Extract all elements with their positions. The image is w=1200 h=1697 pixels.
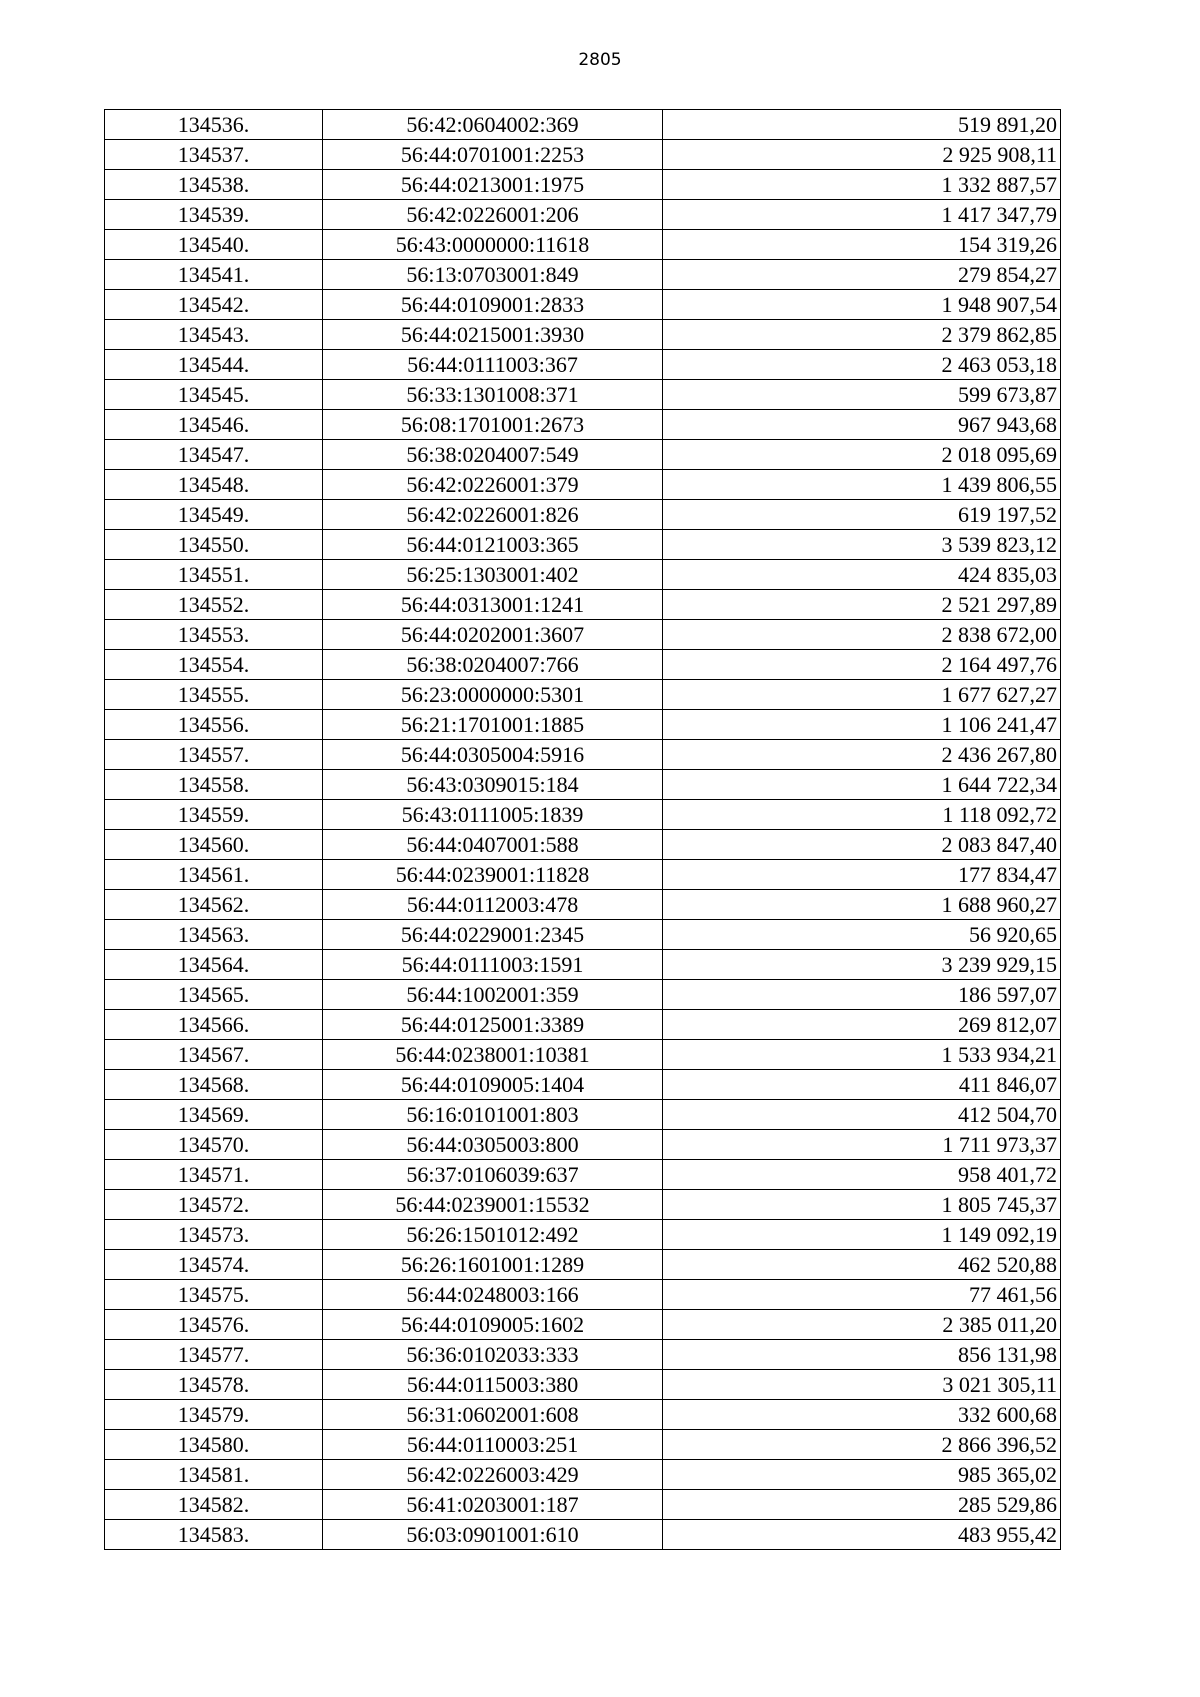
table-row	[105, 1130, 1061, 1160]
row-number-cell: 134570.	[105, 1130, 323, 1160]
cadastral-value-cell: 2 838 672,00	[663, 620, 1061, 650]
cadastral-number-cell: 56:42:0226001:826	[323, 500, 663, 530]
cadastral-number-cell: 56:25:1303001:402	[323, 560, 663, 590]
row-number-cell: 134542.	[105, 290, 323, 320]
table-row	[105, 1190, 1061, 1220]
cadastral-number-cell: 56:36:0102033:333	[323, 1340, 663, 1370]
table-row	[105, 620, 1061, 650]
table-row	[105, 320, 1061, 350]
table-row	[105, 1520, 1061, 1550]
table-row	[105, 530, 1061, 560]
row-number-cell: 134536.	[105, 110, 323, 140]
cadastral-number-cell: 56:21:1701001:1885	[323, 710, 663, 740]
cadastral-number-cell: 56:44:0239001:15532	[323, 1190, 663, 1220]
table-row	[105, 1340, 1061, 1370]
cadastral-value-cell: 1 644 722,34	[663, 770, 1061, 800]
cadastral-value-cell: 619 197,52	[663, 500, 1061, 530]
table-row	[105, 770, 1061, 800]
cadastral-number-cell: 56:26:1601001:1289	[323, 1250, 663, 1280]
table-row	[105, 590, 1061, 620]
table-row	[105, 1310, 1061, 1340]
cadastral-value-cell: 2 463 053,18	[663, 350, 1061, 380]
table-row	[105, 950, 1061, 980]
cadastral-value-cell: 3 539 823,12	[663, 530, 1061, 560]
cadastral-value-cell: 56 920,65	[663, 920, 1061, 950]
cadastral-value-cell: 1 711 973,37	[663, 1130, 1061, 1160]
cadastral-value-cell: 599 673,87	[663, 380, 1061, 410]
cadastral-value-cell: 77 461,56	[663, 1280, 1061, 1310]
row-number-cell: 134571.	[105, 1160, 323, 1190]
row-number-cell: 134577.	[105, 1340, 323, 1370]
row-number-cell: 134538.	[105, 170, 323, 200]
row-number-cell: 134580.	[105, 1430, 323, 1460]
cadastral-number-cell: 56:44:0248003:166	[323, 1280, 663, 1310]
cadastral-number-cell: 56:43:0000000:11618	[323, 230, 663, 260]
row-number-cell: 134582.	[105, 1490, 323, 1520]
row-number-cell: 134576.	[105, 1310, 323, 1340]
row-number-cell: 134553.	[105, 620, 323, 650]
table-row	[105, 290, 1061, 320]
table-row	[105, 110, 1061, 140]
cadastral-number-cell: 56:44:0110003:251	[323, 1430, 663, 1460]
cadastral-value-table	[104, 109, 1061, 1550]
table-row	[105, 890, 1061, 920]
cadastral-value-cell: 1 106 241,47	[663, 710, 1061, 740]
row-number-cell: 134569.	[105, 1100, 323, 1130]
cadastral-number-cell: 56:42:0226001:206	[323, 200, 663, 230]
row-number-cell: 134573.	[105, 1220, 323, 1250]
row-number-cell: 134566.	[105, 1010, 323, 1040]
row-number-cell: 134551.	[105, 560, 323, 590]
cadastral-number-cell: 56:08:1701001:2673	[323, 410, 663, 440]
cadastral-number-cell: 56:44:0407001:588	[323, 830, 663, 860]
cadastral-value-cell: 412 504,70	[663, 1100, 1061, 1130]
cadastral-number-cell: 56:33:1301008:371	[323, 380, 663, 410]
row-number-cell: 134546.	[105, 410, 323, 440]
cadastral-number-cell: 56:44:0109005:1404	[323, 1070, 663, 1100]
table-row	[105, 1370, 1061, 1400]
table-row	[105, 1250, 1061, 1280]
cadastral-value-cell: 2 521 297,89	[663, 590, 1061, 620]
cadastral-value-cell: 1 533 934,21	[663, 1040, 1061, 1070]
row-number-cell: 134557.	[105, 740, 323, 770]
row-number-cell: 134581.	[105, 1460, 323, 1490]
table-row	[105, 650, 1061, 680]
table-row	[105, 860, 1061, 890]
table-row	[105, 800, 1061, 830]
cadastral-value-cell: 279 854,27	[663, 260, 1061, 290]
cadastral-number-cell: 56:44:0229001:2345	[323, 920, 663, 950]
cadastral-value-cell: 967 943,68	[663, 410, 1061, 440]
cadastral-value-cell: 519 891,20	[663, 110, 1061, 140]
cadastral-value-cell: 2 018 095,69	[663, 440, 1061, 470]
row-number-cell: 134583.	[105, 1520, 323, 1550]
cadastral-number-cell: 56:41:0203001:187	[323, 1490, 663, 1520]
table-row	[105, 1100, 1061, 1130]
cadastral-number-cell: 56:44:0305004:5916	[323, 740, 663, 770]
table-row	[105, 980, 1061, 1010]
table-row	[105, 680, 1061, 710]
cadastral-value-cell: 1 948 907,54	[663, 290, 1061, 320]
cadastral-value-cell: 2 083 847,40	[663, 830, 1061, 860]
cadastral-value-cell: 1 332 887,57	[663, 170, 1061, 200]
cadastral-value-cell: 462 520,88	[663, 1250, 1061, 1280]
cadastral-number-cell: 56:42:0226001:379	[323, 470, 663, 500]
table-row	[105, 1280, 1061, 1310]
cadastral-number-cell: 56:13:0703001:849	[323, 260, 663, 290]
row-number-cell: 134562.	[105, 890, 323, 920]
cadastral-number-cell: 56:44:0115003:380	[323, 1370, 663, 1400]
table-row	[105, 920, 1061, 950]
cadastral-value-cell: 154 319,26	[663, 230, 1061, 260]
cadastral-number-cell: 56:42:0226003:429	[323, 1460, 663, 1490]
row-number-cell: 134567.	[105, 1040, 323, 1070]
row-number-cell: 134558.	[105, 770, 323, 800]
row-number-cell: 134574.	[105, 1250, 323, 1280]
table-row	[105, 1160, 1061, 1190]
row-number-cell: 134559.	[105, 800, 323, 830]
cadastral-value-cell: 2 866 396,52	[663, 1430, 1061, 1460]
row-number-cell: 134539.	[105, 200, 323, 230]
cadastral-number-cell: 56:31:0602001:608	[323, 1400, 663, 1430]
cadastral-value-cell: 332 600,68	[663, 1400, 1061, 1430]
table-row	[105, 500, 1061, 530]
cadastral-value-cell: 1 677 627,27	[663, 680, 1061, 710]
row-number-cell: 134575.	[105, 1280, 323, 1310]
cadastral-number-cell: 56:44:0238001:10381	[323, 1040, 663, 1070]
table-row	[105, 140, 1061, 170]
table-row	[105, 380, 1061, 410]
table-row	[105, 230, 1061, 260]
table-row	[105, 260, 1061, 290]
cadastral-number-cell: 56:44:0111003:1591	[323, 950, 663, 980]
row-number-cell: 134545.	[105, 380, 323, 410]
row-number-cell: 134563.	[105, 920, 323, 950]
row-number-cell: 134560.	[105, 830, 323, 860]
cadastral-number-cell: 56:38:0204007:549	[323, 440, 663, 470]
row-number-cell: 134543.	[105, 320, 323, 350]
cadastral-value-cell: 424 835,03	[663, 560, 1061, 590]
row-number-cell: 134547.	[105, 440, 323, 470]
cadastral-number-cell: 56:23:0000000:5301	[323, 680, 663, 710]
cadastral-value-cell: 177 834,47	[663, 860, 1061, 890]
table-row	[105, 1460, 1061, 1490]
row-number-cell: 134537.	[105, 140, 323, 170]
cadastral-number-cell: 56:03:0901001:610	[323, 1520, 663, 1550]
cadastral-number-cell: 56:44:0213001:1975	[323, 170, 663, 200]
cadastral-value-cell: 3 021 305,11	[663, 1370, 1061, 1400]
table-row	[105, 200, 1061, 230]
cadastral-number-cell: 56:44:0112003:478	[323, 890, 663, 920]
cadastral-value-cell: 411 846,07	[663, 1070, 1061, 1100]
table-body	[105, 110, 1061, 1550]
cadastral-value-cell: 1 439 806,55	[663, 470, 1061, 500]
cadastral-number-cell: 56:44:0109005:1602	[323, 1310, 663, 1340]
table-row	[105, 440, 1061, 470]
table-row	[105, 1010, 1061, 1040]
cadastral-number-cell: 56:44:0109001:2833	[323, 290, 663, 320]
table-row	[105, 1490, 1061, 1520]
cadastral-number-cell: 56:16:0101001:803	[323, 1100, 663, 1130]
cadastral-number-cell: 56:44:0111003:367	[323, 350, 663, 380]
cadastral-value-cell: 186 597,07	[663, 980, 1061, 1010]
row-number-cell: 134564.	[105, 950, 323, 980]
cadastral-value-cell: 2 925 908,11	[663, 140, 1061, 170]
row-number-cell: 134555.	[105, 680, 323, 710]
row-number-cell: 134565.	[105, 980, 323, 1010]
table-row	[105, 740, 1061, 770]
cadastral-value-cell: 269 812,07	[663, 1010, 1061, 1040]
row-number-cell: 134540.	[105, 230, 323, 260]
cadastral-value-cell: 2 379 862,85	[663, 320, 1061, 350]
cadastral-number-cell: 56:44:0701001:2253	[323, 140, 663, 170]
cadastral-number-cell: 56:37:0106039:637	[323, 1160, 663, 1190]
cadastral-number-cell: 56:44:0215001:3930	[323, 320, 663, 350]
cadastral-value-cell: 958 401,72	[663, 1160, 1061, 1190]
table-row	[105, 1430, 1061, 1460]
cadastral-number-cell: 56:44:0202001:3607	[323, 620, 663, 650]
table-row	[105, 560, 1061, 590]
cadastral-value-cell: 1 118 092,72	[663, 800, 1061, 830]
cadastral-value-cell: 483 955,42	[663, 1520, 1061, 1550]
table-row	[105, 410, 1061, 440]
table-row	[105, 350, 1061, 380]
cadastral-number-cell: 56:44:0305003:800	[323, 1130, 663, 1160]
cadastral-number-cell: 56:42:0604002:369	[323, 110, 663, 140]
row-number-cell: 134554.	[105, 650, 323, 680]
row-number-cell: 134572.	[105, 1190, 323, 1220]
table-row	[105, 1220, 1061, 1250]
cadastral-value-cell: 1 805 745,37	[663, 1190, 1061, 1220]
cadastral-value-cell: 285 529,86	[663, 1490, 1061, 1520]
row-number-cell: 134561.	[105, 860, 323, 890]
cadastral-value-cell: 2 436 267,80	[663, 740, 1061, 770]
cadastral-number-cell: 56:43:0111005:1839	[323, 800, 663, 830]
table-row	[105, 1070, 1061, 1100]
row-number-cell: 134552.	[105, 590, 323, 620]
table-row	[105, 1040, 1061, 1070]
row-number-cell: 134578.	[105, 1370, 323, 1400]
row-number-cell: 134548.	[105, 470, 323, 500]
row-number-cell: 134568.	[105, 1070, 323, 1100]
table-row	[105, 170, 1061, 200]
cadastral-value-cell: 2 164 497,76	[663, 650, 1061, 680]
cadastral-value-cell: 856 131,98	[663, 1340, 1061, 1370]
row-number-cell: 134550.	[105, 530, 323, 560]
page-number: 2805	[578, 50, 622, 70]
row-number-cell: 134549.	[105, 500, 323, 530]
cadastral-number-cell: 56:44:0121003:365	[323, 530, 663, 560]
row-number-cell: 134544.	[105, 350, 323, 380]
row-number-cell: 134541.	[105, 260, 323, 290]
table-row	[105, 470, 1061, 500]
cadastral-number-cell: 56:44:0239001:11828	[323, 860, 663, 890]
cadastral-value-cell: 1 149 092,19	[663, 1220, 1061, 1250]
cadastral-value-cell: 2 385 011,20	[663, 1310, 1061, 1340]
cadastral-value-cell: 3 239 929,15	[663, 950, 1061, 980]
cadastral-value-cell: 1 417 347,79	[663, 200, 1061, 230]
row-number-cell: 134579.	[105, 1400, 323, 1430]
cadastral-number-cell: 56:38:0204007:766	[323, 650, 663, 680]
cadastral-value-cell: 1 688 960,27	[663, 890, 1061, 920]
cadastral-number-cell: 56:44:1002001:359	[323, 980, 663, 1010]
cadastral-number-cell: 56:44:0125001:3389	[323, 1010, 663, 1040]
cadastral-number-cell: 56:26:1501012:492	[323, 1220, 663, 1250]
table-row	[105, 830, 1061, 860]
cadastral-value-cell: 985 365,02	[663, 1460, 1061, 1490]
cadastral-number-cell: 56:44:0313001:1241	[323, 590, 663, 620]
cadastral-number-cell: 56:43:0309015:184	[323, 770, 663, 800]
table-row	[105, 1400, 1061, 1430]
row-number-cell: 134556.	[105, 710, 323, 740]
table-row	[105, 710, 1061, 740]
